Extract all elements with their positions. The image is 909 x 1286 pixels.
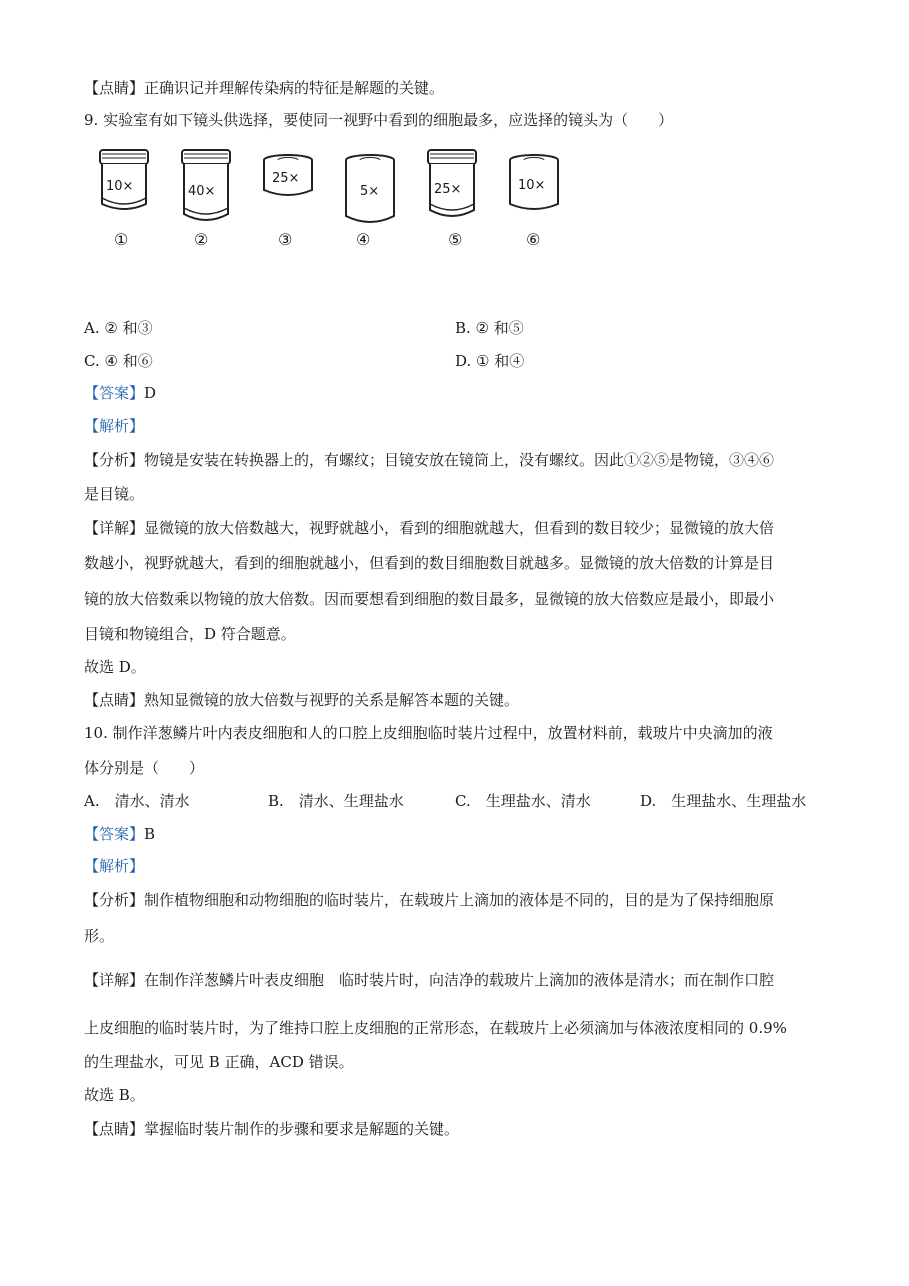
q10-fenxi-1 (84, 890, 774, 910)
q9-analysis-tag: 【解析】 (84, 417, 145, 435)
q10-xiangjie-3: 的生理盐水，可见 B 正确，ACD 错误。 (84, 1053, 354, 1071)
fenxi-tag: 【分析】 (84, 451, 145, 469)
q10-answer (84, 824, 155, 844)
q9-xiangjie-2: 数越小，视野就越大，看到的细胞就越小，但看到的数目细胞数目就越多。显微镜的放大倍数的计算是目 (84, 554, 775, 572)
lens-6 (506, 154, 562, 214)
lens-2-number: ② (194, 230, 209, 249)
xiangjie-text: 显微镜的放大倍数越大，视野就越小，看到的细胞就越大，但看到的数目较少；显微镜的放大倍 (144, 519, 775, 537)
q10-dianjing (84, 1119, 459, 1139)
lens-4-number: ④ (356, 230, 371, 249)
q9-xiangjie-4: 目镜和物镜组合，D 符合题意。 (84, 625, 296, 643)
note-line (84, 78, 444, 98)
lens-6-label: 10× (518, 178, 546, 193)
lens-4-label: 5× (360, 184, 380, 199)
q10-xiangjie-1 (84, 970, 774, 990)
q10-fenxi-2: 形。 (84, 927, 115, 945)
q10-option-c: C. 生理盐水、清水 (455, 792, 591, 810)
question-9: 9. 实验室有如下镜头供选择，要使同一视野中看到的细胞最多，应选择的镜头为（ ） (84, 111, 674, 129)
answer-value: D (144, 384, 157, 402)
lens-5-number: ⑤ (448, 230, 463, 249)
xiangjie-tag: 【详解】 (84, 971, 145, 989)
xiangjie-text: 在制作洋葱鳞片叶表皮细胞 临时装片时，向洁净的载玻片上滴加的液体是清水；而在制作口腔 (144, 971, 775, 989)
q9-option-a: A. ② 和③ (84, 319, 153, 337)
question-10-line1: 10. 制作洋葱鳞片叶内表皮细胞和人的口腔上皮细胞临时装片过程中，放置材料前，载玻片中央滴加的液 (84, 724, 773, 742)
xiangjie-tag: 【详解】 (84, 519, 145, 537)
q9-xiangjie-3: 镜的放大倍数乘以物镜的放大倍数。因而要想看到细胞的数目最多，显微镜的放大倍数应是最小，即最小 (84, 590, 775, 608)
lens-5 (424, 148, 480, 224)
dianjing-text: 掌握临时装片制作的步骤和要求是解题的关键。 (144, 1120, 460, 1138)
lens-1-number: ① (114, 230, 129, 249)
q9-fenxi-1 (84, 450, 774, 470)
lens-figure (96, 148, 576, 258)
dianjing-tag: 【点睛】 (84, 691, 145, 709)
q10-analysis-tag: 【解析】 (84, 857, 145, 875)
q9-xiangjie-1 (84, 518, 774, 538)
q9-choose: 故选 D。 (84, 658, 146, 676)
q10-option-b: B. 清水、生理盐水 (268, 792, 404, 810)
note-text: 正确识记并理解传染病的特征是解题的关键。 (144, 79, 445, 97)
lens-6-number: ⑥ (526, 230, 541, 249)
tag-dianjing: 【点睛】 (84, 79, 145, 97)
lens-3 (260, 154, 316, 200)
q10-option-a: A. 清水、清水 (84, 792, 190, 810)
q9-dianjing (84, 690, 519, 710)
q10-option-d: D. 生理盐水、生理盐水 (640, 792, 807, 810)
lens-1 (96, 148, 152, 216)
lens-3-number: ③ (278, 230, 293, 249)
q9-option-c: C. ④ 和⑥ (84, 352, 153, 370)
dianjing-text: 熟知显微镜的放大倍数与视野的关系是解答本题的关键。 (144, 691, 520, 709)
dianjing-tag: 【点睛】 (84, 1120, 145, 1138)
q9-option-d: D. ① 和④ (455, 352, 525, 370)
lens-2-label: 40× (188, 184, 216, 199)
question-10-line2: 体分别是（ ） (84, 759, 205, 777)
q10-choose: 故选 B。 (84, 1086, 145, 1104)
q9-option-b: B. ② 和⑤ (455, 319, 524, 337)
lens-4 (342, 154, 398, 228)
answer-tag: 【答案】 (84, 825, 145, 843)
answer-value: B (144, 825, 156, 843)
fenxi-tag: 【分析】 (84, 891, 145, 909)
answer-tag: 【答案】 (84, 384, 145, 402)
lens-1-label: 10× (106, 179, 134, 194)
q9-fenxi-2: 是目镜。 (84, 485, 145, 503)
lens-5-label: 25× (434, 182, 462, 197)
lens-3-label: 25× (272, 171, 300, 186)
fenxi-text: 物镜是安装在转换器上的，有螺纹；目镜安放在镜筒上，没有螺纹。因此①②⑤是物镜，③④⑥ (144, 451, 775, 469)
lens-2 (178, 148, 234, 228)
q9-answer (84, 383, 156, 403)
fenxi-text: 制作植物细胞和动物细胞的临时装片，在载玻片上滴加的液体是不同的，目的是为了保持细胞原 (144, 891, 775, 909)
q10-xiangjie-2: 上皮细胞的临时装片时，为了维持口腔上皮细胞的正常形态，在载玻片上必须滴加与体液浓度相同的 0.9% (84, 1019, 787, 1037)
